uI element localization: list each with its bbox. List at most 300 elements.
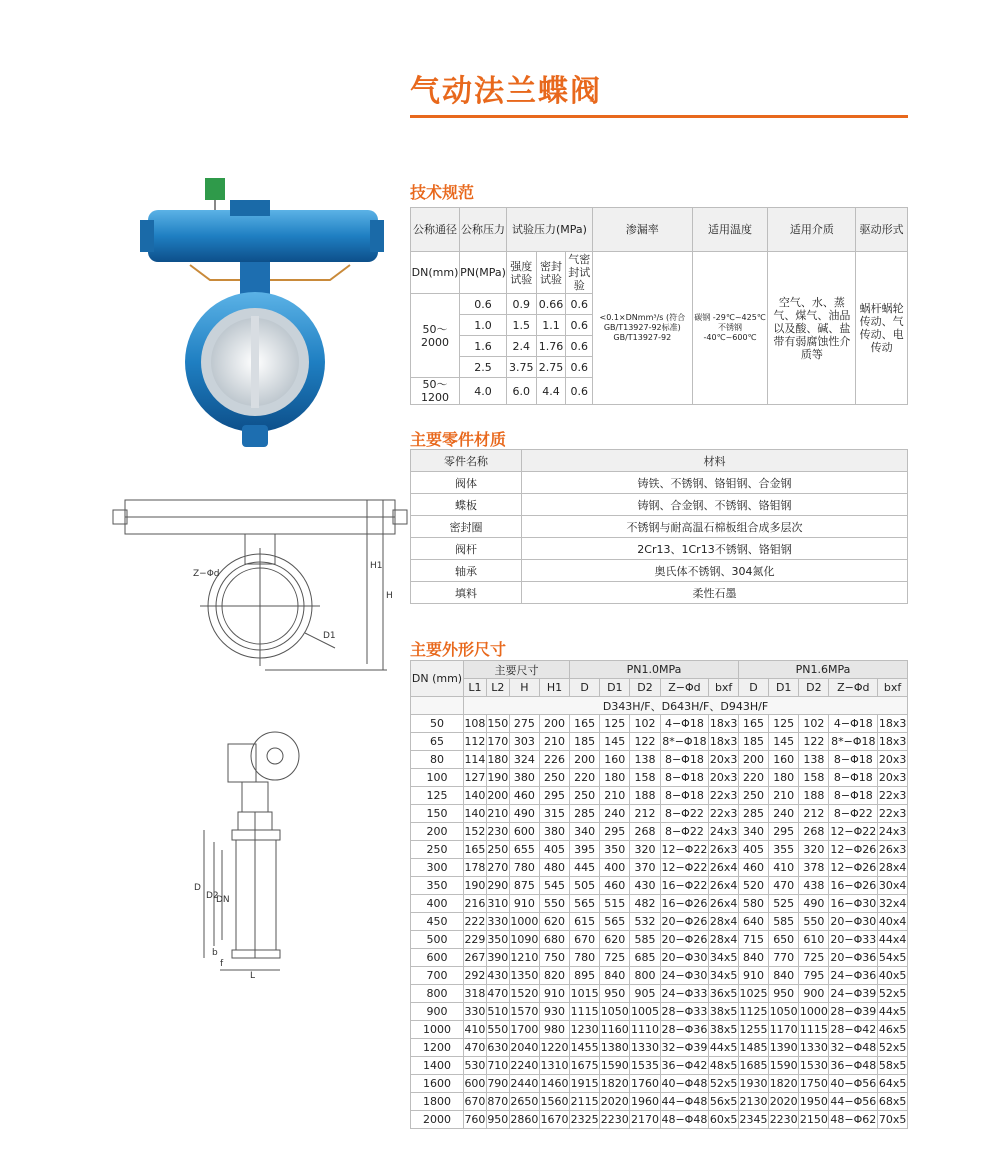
dim-cell: 36−Φ48 bbox=[829, 1057, 878, 1075]
dim-dn-cell: 125 bbox=[411, 787, 464, 805]
dim-cell: 16−Φ26 bbox=[660, 895, 709, 913]
dim-cell: 310 bbox=[486, 895, 509, 913]
dim-cell: 355 bbox=[769, 841, 799, 859]
front-view-drawing bbox=[105, 488, 415, 683]
dim-cell: 34x5 bbox=[709, 967, 739, 985]
dim-cell: 1115 bbox=[570, 1003, 600, 1021]
dim-cell: 550 bbox=[539, 895, 569, 913]
dim-cell: 1570 bbox=[509, 1003, 539, 1021]
dim-cell: 112 bbox=[464, 733, 487, 751]
dim-cell: 2040 bbox=[509, 1039, 539, 1057]
dim-cell: 460 bbox=[509, 787, 539, 805]
dim-cell: 875 bbox=[509, 877, 539, 895]
label-l: L bbox=[250, 971, 256, 980]
dim-cell: 44x4 bbox=[878, 931, 908, 949]
materials-material: 不锈钢与耐高温石棉板组合成多层次 bbox=[522, 516, 908, 538]
dim-cell: 950 bbox=[486, 1111, 509, 1129]
dim-dn-cell: 350 bbox=[411, 877, 464, 895]
dim-cell: 470 bbox=[486, 985, 509, 1003]
dim-cell: 1520 bbox=[509, 985, 539, 1003]
dim-dn-cell: 500 bbox=[411, 931, 464, 949]
label-zd: Z−Φd bbox=[193, 569, 220, 579]
dim-cell: 24−Φ39 bbox=[829, 985, 878, 1003]
dim-cell: 20−Φ33 bbox=[829, 931, 878, 949]
dim-cell: 28−Φ42 bbox=[829, 1021, 878, 1039]
dim-cell: 24−Φ36 bbox=[829, 967, 878, 985]
dim-cell: 190 bbox=[486, 769, 509, 787]
dim-cell: 445 bbox=[570, 859, 600, 877]
dim-cell: 295 bbox=[539, 787, 569, 805]
dim-cell: 1760 bbox=[630, 1075, 660, 1093]
dim-cell: 895 bbox=[570, 967, 600, 985]
dim-cell: 615 bbox=[570, 913, 600, 931]
dim-cell: 1380 bbox=[600, 1039, 630, 1057]
dim-cell: 226 bbox=[539, 751, 569, 769]
spec-cell: 0.6 bbox=[460, 294, 507, 315]
dim-cell: 250 bbox=[738, 787, 768, 805]
dim-col-header: H bbox=[509, 679, 539, 697]
table-row bbox=[411, 1021, 908, 1039]
dim-cell: 32x4 bbox=[878, 895, 908, 913]
dimensions-heading: 主要外形尺寸 bbox=[410, 640, 507, 659]
materials-header-part: 零件名称 bbox=[411, 450, 522, 472]
dim-cell: 36−Φ42 bbox=[660, 1057, 709, 1075]
dim-cell: 670 bbox=[570, 931, 600, 949]
dim-cell: 16−Φ30 bbox=[829, 895, 878, 913]
dim-cell: 1220 bbox=[539, 1039, 569, 1057]
dim-cell: 1170 bbox=[769, 1021, 799, 1039]
dim-cell: 185 bbox=[570, 733, 600, 751]
dim-cell: 303 bbox=[509, 733, 539, 751]
dim-cell: 145 bbox=[769, 733, 799, 751]
label-f: f bbox=[220, 959, 224, 969]
dim-cell: 20x3 bbox=[878, 751, 908, 769]
table-row bbox=[411, 787, 908, 805]
table-row bbox=[411, 967, 908, 985]
dim-cell: 324 bbox=[509, 751, 539, 769]
spec-sub-pn: PN(MPa) bbox=[460, 252, 507, 294]
spec-sub-airseal: 气密封试验 bbox=[566, 252, 593, 294]
spec-cell: 2.75 bbox=[536, 357, 566, 378]
dim-cell: 685 bbox=[630, 949, 660, 967]
dim-cell: 2230 bbox=[769, 1111, 799, 1129]
dim-cell: 2345 bbox=[738, 1111, 768, 1129]
materials-part-name: 密封圈 bbox=[411, 516, 522, 538]
dim-cell: 1485 bbox=[738, 1039, 768, 1057]
dim-cell: 26x3 bbox=[709, 841, 739, 859]
dim-cell: 52x5 bbox=[878, 985, 908, 1003]
dim-cell: 240 bbox=[600, 805, 630, 823]
materials-row bbox=[411, 472, 908, 494]
dim-cell: 350 bbox=[600, 841, 630, 859]
dim-cell: 1090 bbox=[509, 931, 539, 949]
dim-cell: 680 bbox=[539, 931, 569, 949]
spec-col-pn: 公称压力 bbox=[460, 208, 507, 252]
dim-cell: 8−Φ18 bbox=[829, 769, 878, 787]
dim-dn-cell: 50 bbox=[411, 715, 464, 733]
dim-cell: 26x3 bbox=[878, 841, 908, 859]
table-row bbox=[411, 949, 908, 967]
dim-dn-cell: 800 bbox=[411, 985, 464, 1003]
dim-cell: 114 bbox=[464, 751, 487, 769]
dim-cell: 188 bbox=[799, 787, 829, 805]
dim-cell: 1050 bbox=[600, 1003, 630, 1021]
dim-dn-cell: 65 bbox=[411, 733, 464, 751]
dim-cell: 216 bbox=[464, 895, 487, 913]
materials-part-name: 轴承 bbox=[411, 560, 522, 582]
dim-cell: 550 bbox=[486, 1021, 509, 1039]
dim-cell: 585 bbox=[769, 913, 799, 931]
spec-temperature: 碳钢 -29℃~425℃ 不锈钢 -40℃~600℃ bbox=[692, 252, 768, 405]
dim-cell: 158 bbox=[799, 769, 829, 787]
dim-cell: 4−Φ18 bbox=[829, 715, 878, 733]
dim-dn-cell: 1200 bbox=[411, 1039, 464, 1057]
spec-col-test: 试验压力(MPa) bbox=[506, 208, 592, 252]
dim-cell: 520 bbox=[738, 877, 768, 895]
valve-photo bbox=[130, 170, 390, 455]
dim-cell: 1530 bbox=[799, 1057, 829, 1075]
dim-cell: 1915 bbox=[570, 1075, 600, 1093]
materials-material: 2Cr13、1Cr13不锈钢、铬钼钢 bbox=[522, 538, 908, 560]
dim-cell: 122 bbox=[799, 733, 829, 751]
dim-cell: 24−Φ30 bbox=[660, 967, 709, 985]
materials-material: 柔性石墨 bbox=[522, 582, 908, 604]
dim-cell: 550 bbox=[799, 913, 829, 931]
dim-cell: 950 bbox=[769, 985, 799, 1003]
dim-cell: 230 bbox=[486, 823, 509, 841]
table-row bbox=[411, 751, 908, 769]
dim-cell: 40x4 bbox=[878, 913, 908, 931]
dim-cell: 2115 bbox=[570, 1093, 600, 1111]
dim-cell: 178 bbox=[464, 859, 487, 877]
dim-cell: 250 bbox=[486, 841, 509, 859]
dim-cell: 160 bbox=[600, 751, 630, 769]
dim-cell: 60x5 bbox=[709, 1111, 739, 1129]
materials-row bbox=[411, 538, 908, 560]
dim-cell: 318 bbox=[464, 985, 487, 1003]
dim-cell: 285 bbox=[738, 805, 768, 823]
materials-row bbox=[411, 516, 908, 538]
dim-cell: 268 bbox=[799, 823, 829, 841]
dim-cell: 18x3 bbox=[709, 715, 739, 733]
dim-header-dn: DN (mm) bbox=[411, 661, 464, 697]
dim-cell: 1820 bbox=[600, 1075, 630, 1093]
dim-dn-cell: 1400 bbox=[411, 1057, 464, 1075]
dim-cell: 212 bbox=[630, 805, 660, 823]
dim-cell: 40x5 bbox=[878, 967, 908, 985]
dim-cell: 150 bbox=[486, 715, 509, 733]
dim-cell: 28x4 bbox=[709, 931, 739, 949]
dim-cell: 610 bbox=[799, 931, 829, 949]
dim-cell: 32−Φ39 bbox=[660, 1039, 709, 1057]
dim-cell: 1930 bbox=[738, 1075, 768, 1093]
table-row bbox=[411, 1003, 908, 1021]
dim-cell: 505 bbox=[570, 877, 600, 895]
dim-cell: 980 bbox=[539, 1021, 569, 1039]
dim-cell: 20x3 bbox=[878, 769, 908, 787]
dim-cell: 580 bbox=[738, 895, 768, 913]
dim-cell: 68x5 bbox=[878, 1093, 908, 1111]
dim-cell: 1750 bbox=[799, 1075, 829, 1093]
dim-cell: 212 bbox=[799, 805, 829, 823]
dim-cell: 267 bbox=[464, 949, 487, 967]
dim-cell: 2650 bbox=[509, 1093, 539, 1111]
dim-cell: 565 bbox=[570, 895, 600, 913]
dim-cell: 840 bbox=[738, 949, 768, 967]
dim-cell: 158 bbox=[630, 769, 660, 787]
table-row bbox=[411, 895, 908, 913]
dim-cell: 2325 bbox=[570, 1111, 600, 1129]
dim-cell: 190 bbox=[464, 877, 487, 895]
spec-cell: 3.75 bbox=[506, 357, 536, 378]
dim-cell: 620 bbox=[539, 913, 569, 931]
table-row bbox=[411, 913, 908, 931]
dim-col-header: D bbox=[570, 679, 600, 697]
dim-cell: 44x5 bbox=[709, 1039, 739, 1057]
dim-cell: 370 bbox=[630, 859, 660, 877]
spec-cell: 4.4 bbox=[536, 378, 566, 405]
spec-dn-a: 50～2000 bbox=[411, 294, 460, 378]
dim-cell: 70x5 bbox=[878, 1111, 908, 1129]
dim-cell: 340 bbox=[570, 823, 600, 841]
materials-part-name: 阀杆 bbox=[411, 538, 522, 560]
dim-cell: 275 bbox=[509, 715, 539, 733]
spec-heading: 技术规范 bbox=[410, 183, 475, 202]
dim-cell: 8−Φ22 bbox=[829, 805, 878, 823]
dim-cell: 56x5 bbox=[709, 1093, 739, 1111]
dim-cell: 600 bbox=[509, 823, 539, 841]
dim-cell: 2130 bbox=[738, 1093, 768, 1111]
dim-cell: 1590 bbox=[769, 1057, 799, 1075]
dim-cell: 2860 bbox=[509, 1111, 539, 1129]
dim-cell: 152 bbox=[464, 823, 487, 841]
materials-heading: 主要零件材质 bbox=[410, 430, 507, 449]
table-row bbox=[411, 769, 908, 787]
dim-cell: 910 bbox=[738, 967, 768, 985]
dim-dn-cell: 2000 bbox=[411, 1111, 464, 1129]
dim-cell: 2230 bbox=[600, 1111, 630, 1129]
dim-cell: 12−Φ26 bbox=[829, 841, 878, 859]
dim-cell: 350 bbox=[486, 931, 509, 949]
dim-col-header: D1 bbox=[600, 679, 630, 697]
dim-cell: 28x4 bbox=[878, 859, 908, 877]
dim-cell: 1110 bbox=[630, 1021, 660, 1039]
dim-cell: 1390 bbox=[769, 1039, 799, 1057]
dim-cell: 210 bbox=[600, 787, 630, 805]
dim-cell: 780 bbox=[509, 859, 539, 877]
dim-dn-cell: 200 bbox=[411, 823, 464, 841]
dim-col-header: bxf bbox=[878, 679, 908, 697]
dim-cell: 930 bbox=[539, 1003, 569, 1021]
label-dn: DN bbox=[216, 895, 230, 905]
dim-group-pn10: PN1.0MPa bbox=[570, 661, 739, 679]
label-d1: D1 bbox=[323, 631, 336, 641]
dim-cell: 28x4 bbox=[709, 913, 739, 931]
dim-cell: 800 bbox=[630, 967, 660, 985]
side-view-drawing bbox=[190, 730, 315, 980]
dim-cell: 22x3 bbox=[878, 787, 908, 805]
dim-cell: 24x3 bbox=[709, 823, 739, 841]
dim-cell: 2020 bbox=[600, 1093, 630, 1111]
dim-cell: 405 bbox=[738, 841, 768, 859]
dim-cell: 640 bbox=[738, 913, 768, 931]
dim-cell: 26x4 bbox=[709, 877, 739, 895]
dim-cell: 1125 bbox=[738, 1003, 768, 1021]
dim-cell: 840 bbox=[769, 967, 799, 985]
dim-cell: 515 bbox=[600, 895, 630, 913]
dim-cell: 470 bbox=[464, 1039, 487, 1057]
dim-cell: 12−Φ22 bbox=[660, 841, 709, 859]
dim-cell: 12−Φ26 bbox=[829, 859, 878, 877]
dim-cell: 320 bbox=[799, 841, 829, 859]
dim-cell: 410 bbox=[464, 1021, 487, 1039]
dim-cell: 1210 bbox=[509, 949, 539, 967]
table-row bbox=[411, 823, 908, 841]
dim-cell: 165 bbox=[464, 841, 487, 859]
dim-cell: 18x3 bbox=[878, 733, 908, 751]
spec-col-medium: 适用介质 bbox=[768, 208, 856, 252]
dim-cell: 870 bbox=[486, 1093, 509, 1111]
dim-col-header: Z−Φd bbox=[660, 679, 709, 697]
dim-cell: 1330 bbox=[630, 1039, 660, 1057]
spec-cell: 0.6 bbox=[566, 357, 593, 378]
label-h1: H1 bbox=[370, 561, 383, 571]
dim-cell: 482 bbox=[630, 895, 660, 913]
dim-cell: 250 bbox=[539, 769, 569, 787]
dim-cell: 2020 bbox=[769, 1093, 799, 1111]
dim-cell: 438 bbox=[799, 877, 829, 895]
materials-row bbox=[411, 560, 908, 582]
dim-cell: 38x5 bbox=[709, 1003, 739, 1021]
dim-cell: 630 bbox=[486, 1039, 509, 1057]
dim-cell: 20−Φ36 bbox=[829, 949, 878, 967]
spec-col-dn: 公称通径 bbox=[411, 208, 460, 252]
dim-cell: 1025 bbox=[738, 985, 768, 1003]
dim-cell: 840 bbox=[600, 967, 630, 985]
dim-model-spacer bbox=[411, 697, 464, 715]
spec-cell: 1.6 bbox=[460, 336, 507, 357]
spec-cell: 2.5 bbox=[460, 357, 507, 378]
dim-cell: 34x5 bbox=[709, 949, 739, 967]
dim-cell: 1230 bbox=[570, 1021, 600, 1039]
dim-cell: 1310 bbox=[539, 1057, 569, 1075]
dim-dn-cell: 400 bbox=[411, 895, 464, 913]
dim-cell: 220 bbox=[738, 769, 768, 787]
dim-cell: 40−Φ48 bbox=[660, 1075, 709, 1093]
spec-cell: 0.6 bbox=[566, 294, 593, 315]
dim-cell: 410 bbox=[769, 859, 799, 877]
dim-cell: 200 bbox=[539, 715, 569, 733]
dim-cell: 1000 bbox=[509, 913, 539, 931]
dim-cell: 145 bbox=[600, 733, 630, 751]
dim-cell: 380 bbox=[539, 823, 569, 841]
table-row bbox=[411, 733, 908, 751]
dim-cell: 1950 bbox=[799, 1093, 829, 1111]
dim-col-header: D bbox=[738, 679, 768, 697]
dim-cell: 585 bbox=[630, 931, 660, 949]
dim-cell: 292 bbox=[464, 967, 487, 985]
dim-cell: 30x4 bbox=[878, 877, 908, 895]
dim-cell: 22x3 bbox=[878, 805, 908, 823]
dim-cell: 1005 bbox=[630, 1003, 660, 1021]
dim-cell: 1255 bbox=[738, 1021, 768, 1039]
dim-cell: 32−Φ48 bbox=[829, 1039, 878, 1057]
dim-cell: 270 bbox=[486, 859, 509, 877]
materials-material: 奥氏体不锈钢、304氮化 bbox=[522, 560, 908, 582]
dim-cell: 8−Φ18 bbox=[829, 787, 878, 805]
dim-cell: 1350 bbox=[509, 967, 539, 985]
dim-cell: 1015 bbox=[570, 985, 600, 1003]
dim-cell: 820 bbox=[539, 967, 569, 985]
dim-cell: 670 bbox=[464, 1093, 487, 1111]
materials-material: 铸钢、合金钢、不锈钢、铬钼钢 bbox=[522, 494, 908, 516]
spec-col-temp: 适用温度 bbox=[692, 208, 768, 252]
dim-dn-cell: 900 bbox=[411, 1003, 464, 1021]
dim-cell: 725 bbox=[600, 949, 630, 967]
dim-col-header: Z−Φd bbox=[829, 679, 878, 697]
dim-cell: 390 bbox=[486, 949, 509, 967]
dim-cell: 545 bbox=[539, 877, 569, 895]
dim-col-header: L1 bbox=[464, 679, 487, 697]
table-row bbox=[411, 985, 908, 1003]
title-divider bbox=[410, 115, 908, 118]
dim-cell: 12−Φ22 bbox=[660, 859, 709, 877]
dim-cell: 378 bbox=[799, 859, 829, 877]
dim-cell: 725 bbox=[799, 949, 829, 967]
dim-cell: 20−Φ26 bbox=[660, 913, 709, 931]
dim-cell: 36x5 bbox=[709, 985, 739, 1003]
dim-cell: 185 bbox=[738, 733, 768, 751]
dim-cell: 1560 bbox=[539, 1093, 569, 1111]
dim-col-header: D1 bbox=[769, 679, 799, 697]
dim-cell: 122 bbox=[630, 733, 660, 751]
dim-cell: 1460 bbox=[539, 1075, 569, 1093]
dim-cell: 4−Φ18 bbox=[660, 715, 709, 733]
dim-cell: 2150 bbox=[799, 1111, 829, 1129]
dim-dn-cell: 1000 bbox=[411, 1021, 464, 1039]
label-d: D bbox=[194, 883, 201, 893]
dim-cell: 138 bbox=[630, 751, 660, 769]
table-row bbox=[411, 1057, 908, 1075]
dim-cell: 140 bbox=[464, 805, 487, 823]
dim-cell: 400 bbox=[600, 859, 630, 877]
dim-cell: 380 bbox=[509, 769, 539, 787]
spec-cell: 1.76 bbox=[536, 336, 566, 357]
spec-col-drive: 驱动形式 bbox=[856, 208, 908, 252]
dim-cell: 48−Φ62 bbox=[829, 1111, 878, 1129]
dim-col-header: D2 bbox=[630, 679, 660, 697]
spec-cell: 2.4 bbox=[506, 336, 536, 357]
table-row bbox=[411, 841, 908, 859]
dim-cell: 48−Φ48 bbox=[660, 1111, 709, 1129]
dim-cell: 1820 bbox=[769, 1075, 799, 1093]
table-row bbox=[411, 1111, 908, 1129]
dim-cell: 8−Φ22 bbox=[660, 823, 709, 841]
materials-row bbox=[411, 494, 908, 516]
dim-cell: 532 bbox=[630, 913, 660, 931]
dim-cell: 20x3 bbox=[709, 751, 739, 769]
dim-cell: 295 bbox=[600, 823, 630, 841]
dim-col-header: D2 bbox=[799, 679, 829, 697]
materials-material: 铸铁、不锈钢、铬钼钢、合金钢 bbox=[522, 472, 908, 494]
dim-cell: 530 bbox=[464, 1057, 487, 1075]
dim-cell: 138 bbox=[799, 751, 829, 769]
dim-col-header: L2 bbox=[486, 679, 509, 697]
dim-cell: 395 bbox=[570, 841, 600, 859]
dim-dn-cell: 300 bbox=[411, 859, 464, 877]
table-row bbox=[411, 877, 908, 895]
dim-cell: 26x4 bbox=[709, 895, 739, 913]
